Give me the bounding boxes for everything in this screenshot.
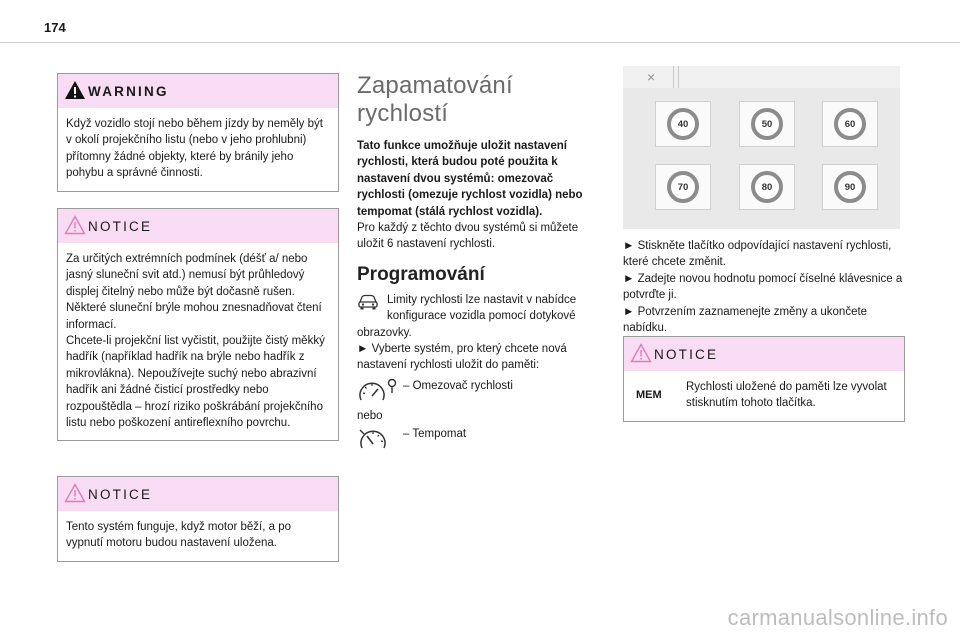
cruise-control-icon	[357, 426, 399, 454]
warning-header	[58, 74, 338, 108]
notice-header-1	[58, 209, 338, 243]
step-select-system: ► Vyberte systém, pro který chcete nová nastavení rychlosti uložit do paměti:	[357, 343, 567, 372]
programming-text: Limity rychlosti lze nastavit v nabídce konfigurace vozidla pomocí dotykové obrazovky.	[357, 293, 577, 339]
speed-tile-70[interactable]	[655, 164, 711, 210]
header-rule	[0, 42, 960, 43]
limiter-label: – Omezovač rychlosti	[403, 379, 513, 392]
car-settings-icon	[357, 293, 379, 311]
cruise-row	[357, 426, 602, 454]
page-number: 174	[44, 20, 66, 35]
speed-tile-80[interactable]	[739, 164, 795, 210]
watermark: carmanualsonline.info	[727, 605, 948, 630]
speed-tile-40[interactable]	[655, 101, 711, 147]
notice-1-paragraph-1: Za určitých extrémních podmínek (déšť a/ nebo jasný sluneční svit atd.) nemusí být průhledový displej čitelný nebo může být dočasně rušen.	[66, 253, 308, 298]
step-confirm: ► Potvrzením zaznamenejte změny a ukončete nabídku.	[623, 305, 868, 335]
notice-body-1	[58, 243, 338, 440]
notice-triangle-icon	[64, 215, 86, 235]
programming-title: Programování	[357, 263, 485, 285]
or-text: nebo	[357, 409, 383, 422]
notice-1-paragraph-3: Chcete-li projekční list vyčistit, použijte čistý měkký hadřík (například hadřík na brýle nebo hadřík z mikrovlákna). Nepoužívejte suchý nebo abrazivní hadřík ani žádné čisticí prostředky nebo rozpouštědla – hrozí riziko poškrábání projekčního listu nebo poškození antireflexního povrchu.	[66, 335, 325, 430]
speed-sign: 60	[834, 108, 866, 140]
close-icon[interactable]: ×	[647, 69, 656, 85]
notice-header-2	[58, 477, 338, 511]
step-press-button: ► Stiskněte tlačítko odpovídající nastavení rychlosti, které chcete změnit.	[623, 240, 892, 269]
intro-bold: Tato funkce umožňuje uložit nastavení rychlosti, která budou poté použita k nastavení dvou systémů: omezovač rychlosti (omezuje rychlost vozidla) nebo tempomat (stálá rychlost vozidla).	[357, 140, 583, 218]
limiter-row	[357, 378, 602, 406]
speed-sign: 70	[667, 171, 699, 203]
notice-title-1: NOTICE	[88, 218, 153, 234]
mem-button-icon: MEM	[636, 389, 662, 402]
notice-title-3: NOTICE	[654, 346, 719, 362]
notice-box-1	[57, 208, 339, 441]
notice-triangle-icon	[630, 343, 652, 363]
notice-1-paragraph-2: Některé sluneční brýle mohou znesnadňovat čtení informací.	[66, 302, 322, 331]
notice-text-3: Rychlosti uložené do paměti lze vyvolat stisknutím tohoto tlačítka.	[686, 381, 887, 410]
notice-body-3	[624, 371, 904, 421]
notice-title-2: NOTICE	[88, 486, 153, 502]
speed-sign: 50	[751, 108, 783, 140]
steps	[623, 238, 903, 336]
speed-sign: 90	[834, 171, 866, 203]
speed-tile-90[interactable]	[822, 164, 878, 210]
notice-box-3	[623, 336, 905, 422]
programming-paragraph	[357, 292, 602, 341]
speed-sign: 40	[667, 108, 699, 140]
cruise-label: – Tempomat	[403, 428, 467, 441]
main-column	[357, 72, 602, 454]
warning-triangle-icon	[64, 80, 86, 100]
speed-sign: 80	[751, 171, 783, 203]
notice-triangle-icon	[64, 483, 86, 503]
screen-top-bar	[623, 66, 900, 88]
speed-memory-screen	[623, 66, 900, 229]
warning-box	[57, 73, 339, 192]
notice-text-2: Tento systém funguje, když motor běží, a po vypnutí motoru budou nastavení uložena.	[66, 521, 292, 550]
speed-tile-60[interactable]	[822, 101, 878, 147]
speed-tile-50[interactable]	[739, 101, 795, 147]
warning-text: Když vozidlo stojí nebo během jízdy by neměly být v okolí projekčního listu (nebo v jeho prohlubni) přítomny žádné objekty, které by bránily jeho pohybu a správné činnosti.	[66, 118, 323, 180]
intro-text: Pro každý z těchto dvou systémů si můžete uložit 6 nastavení rychlosti.	[357, 222, 579, 251]
speed-limiter-icon	[357, 378, 399, 406]
notice-box-2	[57, 476, 339, 562]
divider	[673, 66, 674, 88]
notice-header-3	[624, 337, 904, 371]
divider	[678, 66, 679, 88]
step-enter-value: ► Zadejte novou hodnotu pomocí číselné klávesnice a potvrďte ji.	[623, 272, 903, 302]
warning-title: WARNING	[88, 83, 169, 99]
section-title: Zapamatování rychlostí	[357, 72, 513, 127]
